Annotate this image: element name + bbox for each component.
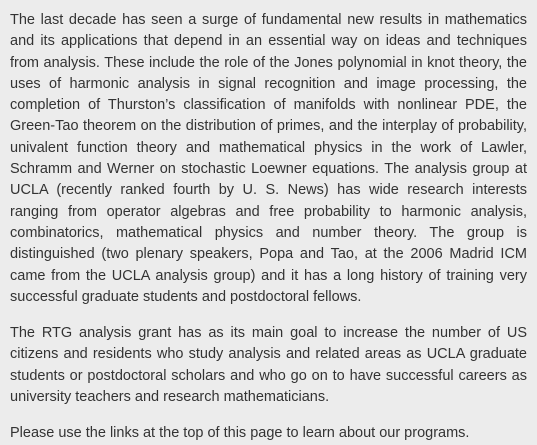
intro-paragraph: The last decade has seen a surge of fundamental new results in mathematics and its applications that depend in an essential way on ideas and techniques from analysis. These include the role of the Jones polynomial in knot theory, the uses of harmonic analysis in signal recognition and image processing, the completion of Thurston’s classification of manifolds with nonlinear PDE, the Green-Tao theorem on the distribution of primes, and the interplay of probability, univalent function theory and mathematical physics in the work of Lawler, Schramm and Werner on stochastic Loewner equations. The analysis group at UCLA (recently ranked fourth by U. S. News) has wide research interests ranging from operator algebras and free probability to harmonic analysis, combinatorics, mathematical physics and number theory. The group is distinguished (two plenary speakers, Popa and Tao, at the 2006 Madrid ICM came from the UCLA analysis group) and it has a long history of training very successful graduate students and postdoctoral fellows. — [10, 12, 527, 305]
grant-goal-paragraph: The RTG analysis grant has as its main goal to increase the number of US citizens and residents who study analysis and related areas as UCLA graduate students or postdoctoral scholars and who go on to have successful careers as university teachers and research mathematicians. — [10, 325, 527, 406]
links-note-paragraph: Please use the links at the top of this page to learn about our programs. — [10, 425, 470, 442]
